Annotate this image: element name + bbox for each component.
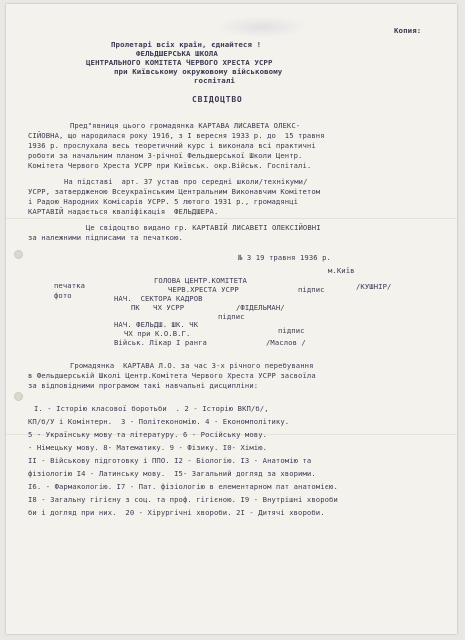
header-line-4: при Київському окружовому військовому: [114, 67, 283, 76]
paragraph4-line: Громадянка КАРТАВА Л.О. за час 3-х річного перебування: [70, 361, 314, 370]
signature-row-2: ЧЕРВ.ХРЕСТА УСРР: [168, 285, 239, 294]
signature-label: підпис: [298, 285, 325, 294]
paragraph4-line: в Фельдшерській Школі Центр.Комітета Червого Хреста УСРР засвоїла: [28, 371, 316, 380]
subject-line: - Німецьку мову. 8- Математику. 9 - Фізику. І0- Хімію.: [28, 443, 268, 452]
paragraph1-line: 1936 р. прослухала весь теоретичний курс і виконала всі практичні: [28, 141, 316, 150]
paragraph4-line: за відповідними програмом такі навчальні дисципліни:: [28, 381, 259, 390]
signature-label: підпис: [278, 326, 305, 335]
paragraph2-line: На підставі арт. 37 устав про середні школи/технікуми/: [64, 177, 308, 186]
fold-line: [6, 218, 457, 219]
signature-row-6: НАЧ. ФЕЛЬДШ. ШК. ЧК: [114, 320, 199, 329]
signature-row-1: ГОЛОВА ЦЕНТР.КОМІТЕТА: [154, 276, 247, 285]
signature-row-3: НАЧ. СЕКТОРА КАДРОВ: [114, 294, 203, 303]
paragraph3-line: за належними підписами та печаткою.: [28, 233, 183, 242]
punch-hole: [14, 392, 23, 401]
subject-line: І6. - Фармакологію. І7 - Пат. фізіологію в елементарном пат анатомією.: [28, 482, 338, 491]
header-line-1: Пролетарі всіх країн, єднайтеся !: [111, 40, 262, 49]
subject-line: би і догляд при них. 20 - Хірургічні хвороби. 2І - Дитячі хвороби.: [28, 508, 325, 517]
subject-line: ІІ - Військову підготовку і ППО. І2 - Біологію. ІЗ - Анатомію та: [28, 456, 312, 465]
document-title: СВІДОЦТВО: [192, 95, 243, 104]
copy-mark: Копия:: [394, 26, 422, 35]
subject-line: 5 - Українську мову та літературу. 6 - Російську мову.: [28, 430, 268, 439]
signature-label: підпис: [218, 312, 245, 321]
document-number-date: № 3 19 травня 1936 р.: [238, 253, 331, 262]
signatory-name: /Маслов /: [266, 338, 306, 347]
subject-line: І. - Історію класової боротьби . 2 - Історію ВКП/б/,: [34, 404, 269, 413]
document-sheet: [6, 4, 457, 634]
paragraph1-line: Комітета Червого Хреста УСРР при Київськ. окр.Військ. Госпіталі.: [28, 161, 312, 170]
header-line-3: ЦЕНТРАЛЬНОГО КОМІТЕТА ЧЕРВОГО ХРЕСТА УСРР: [86, 58, 273, 67]
signatory-name: /ФІДЕЛЬМАН/: [236, 303, 285, 312]
subject-line: КП/б/У і Комінтерн. 3 - Політекономію. 4 - Економполітику.: [28, 417, 290, 426]
punch-hole: [14, 250, 23, 259]
subject-line: фізіологію І4 - Латинську мову. І5- Загальний догляд за хворими.: [28, 469, 316, 478]
seal-label: печатка: [54, 281, 85, 290]
signatory-name: /КУШНІР/: [356, 282, 392, 291]
signature-row-4: ПК ЧХ УСРР: [131, 303, 185, 312]
photo-label: фото: [54, 291, 72, 300]
paragraph1-line: Пред"явниця цього громадянка КАРТАВА ЛИСАВЕТА ОЛЕКС-: [70, 121, 301, 130]
header-line-2: ФЕЛЬДШЕРСЬКА ШКОЛА: [136, 49, 218, 58]
ink-stamp-blur: [216, 16, 308, 38]
paragraph3-line: Це свідоцтво видано гр. КАРТАВІЙ ЛИСАВЕТІ ОЛЕКСІЙОВНІ: [86, 223, 321, 232]
paragraph1-line: роботи за начальним планом 3-річної Фельдшерської Школи Центр.: [28, 151, 303, 160]
paragraph2-line: і Радою Народних Комісарів УСРР. 5 лютого 1931 р., громадянці: [28, 197, 299, 206]
signature-row-7: ЧХ при К.О.В.Г.: [124, 329, 191, 338]
subject-line: І8 - Загальну гігієну з соц. та проф. гігієною. І9 - Внутрішні хвороби: [28, 495, 338, 504]
paragraph1-line: СІЙОВНА, що народилася року 1916, з І вересня 1933 р. до 15 травня: [28, 131, 325, 140]
header-line-5: госпіталі: [194, 76, 235, 85]
paragraph2-line: УСРР, затвердженою Всеукраїнським Центральним Виконавчим Комітетом: [28, 187, 321, 196]
signature-row-8: Військ. Лікар І ранга: [114, 338, 207, 347]
city: м.Київ: [328, 266, 355, 275]
paragraph2-line: КАРТАВІЙ надається кваліфікація ФЕЛЬДШЕРА.: [28, 207, 219, 216]
